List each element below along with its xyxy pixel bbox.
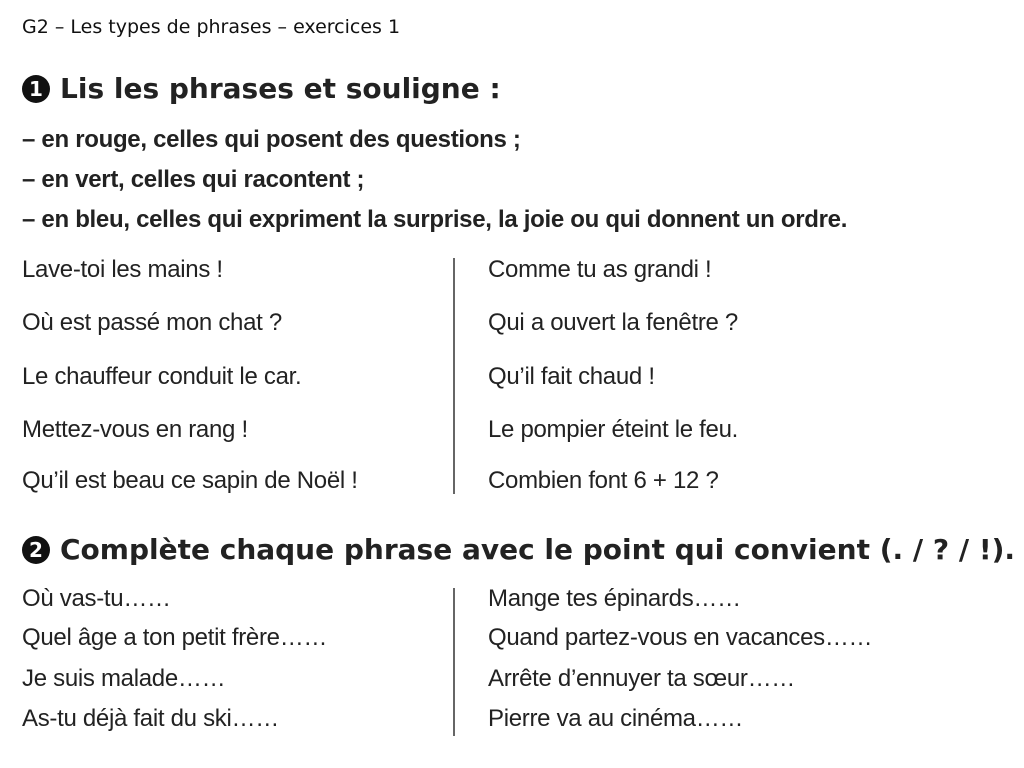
sentence-item: Mange tes épinards…… [488, 585, 741, 612]
instruction-green: – en vert, celles qui racontent ; [22, 166, 365, 193]
sentence-item: As-tu déjà fait du ski…… [22, 705, 279, 732]
exercise-1-heading-text: Lis les phrases et souligne : [60, 72, 501, 105]
sentence-item: Où est passé mon chat ? [22, 309, 282, 336]
sentence-item: Qu’il fait chaud ! [488, 363, 655, 390]
exercise-2-heading-text: Complète chaque phrase avec le point qui convient (. / ? / !). [60, 533, 1016, 566]
sentence-item: Le chauffeur conduit le car. [22, 363, 302, 390]
sentence-item: Lave-toi les mains ! [22, 256, 223, 283]
exercise-2-number-badge: 2 [22, 536, 50, 564]
instruction-red: – en rouge, celles qui posent des questions ; [22, 126, 521, 153]
sentence-item: Pierre va au cinéma…… [488, 705, 744, 732]
exercise-1-instructions [22, 120, 847, 240]
sentence-item: Où vas-tu…… [22, 585, 171, 612]
instruction-blue: – en bleu, celles qui expriment la surprise, la joie ou qui donnent un ordre. [22, 206, 848, 233]
exercise-2-column-divider [453, 588, 455, 736]
sentence-item: Je suis malade…… [22, 665, 226, 692]
sentence-item: Quel âge a ton petit frère…… [22, 624, 328, 651]
page-title: G2 – Les types de phrases – exercices 1 [22, 16, 401, 38]
sentence-item: Le pompier éteint le feu. [488, 416, 738, 443]
sentence-item: Quand partez-vous en vacances…… [488, 624, 873, 651]
exercise-2-heading [22, 533, 1015, 566]
sentence-item: Combien font 6 + 12 ? [488, 467, 719, 494]
sentence-item: Qu’il est beau ce sapin de Noël ! [22, 467, 358, 494]
exercise-1-heading [22, 72, 501, 105]
sentence-item: Arrête d’ennuyer ta sœur…… [488, 665, 795, 692]
sentence-item: Mettez-vous en rang ! [22, 416, 248, 443]
exercise-1-column-divider [453, 258, 455, 494]
exercise-1-number-badge: 1 [22, 75, 50, 103]
sentence-item: Comme tu as grandi ! [488, 256, 712, 283]
sentence-item: Qui a ouvert la fenêtre ? [488, 309, 738, 336]
